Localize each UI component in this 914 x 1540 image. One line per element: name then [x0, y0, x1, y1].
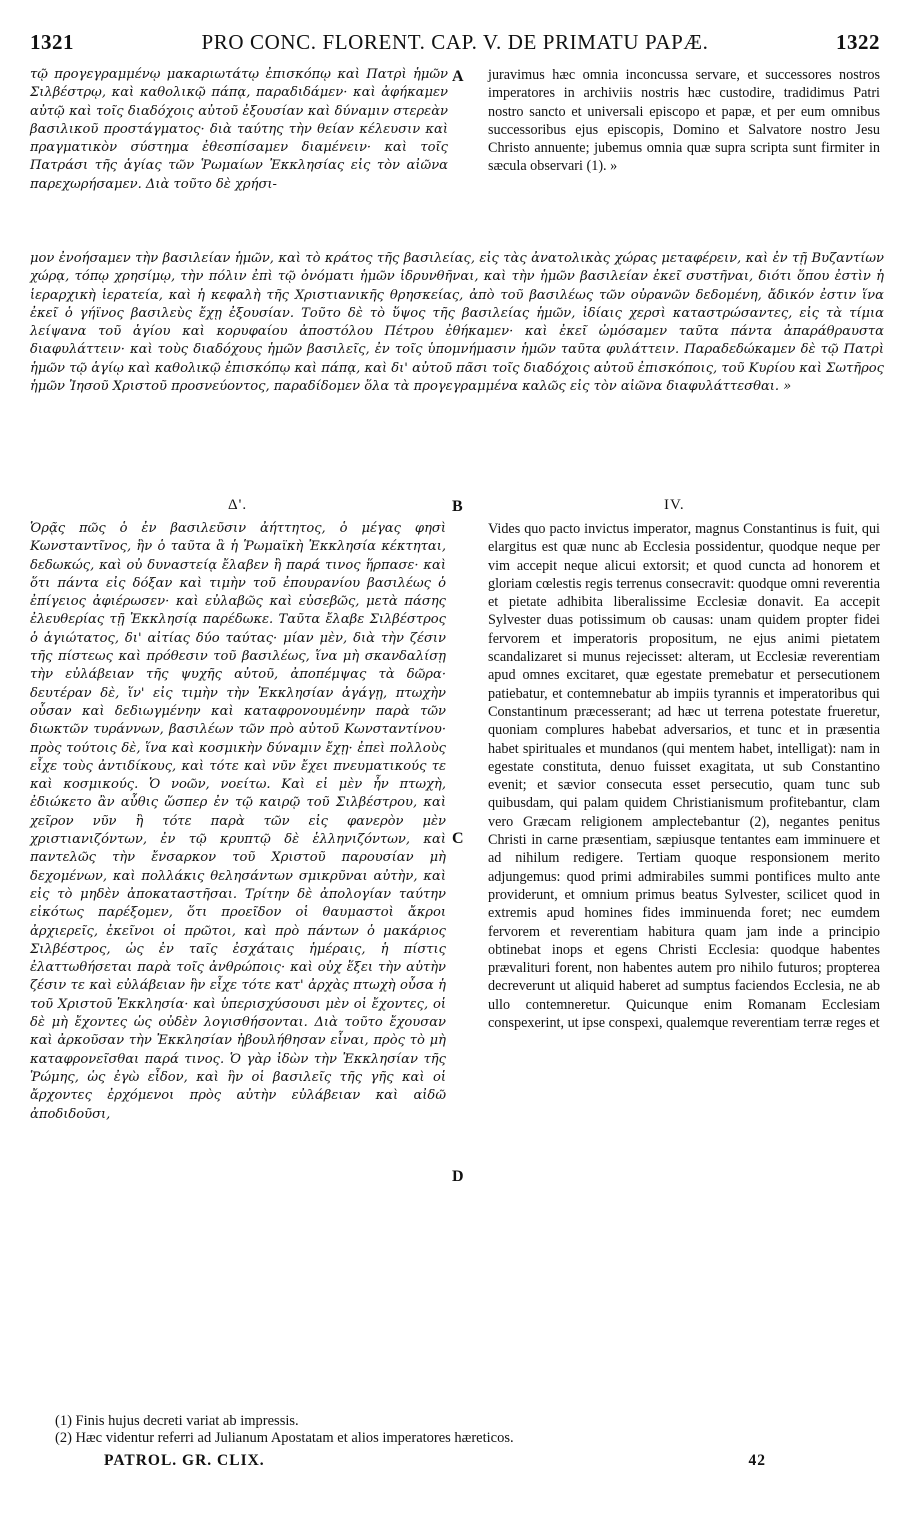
- greek-paragraph: Ὁρᾷς πῶς ὁ ἐν βασιλεῦσιν ἀήττητος, ὁ μέγας φησὶ Κωνσταντῖνος, ἣν ὁ ταῦτα ἃ ἡ Ῥωμαϊκὴ Ἐκκλησία κέκτηται, δεδωκώς, καὶ οὐ δυναστείᾳ ἔλαβεν ἢ παρά τινος ἥρπασε· καὶ ὅτι πάντα εἰς δόξαν καὶ τιμὴν τοῦ ἐπουρανίου βασιλέως ὁ ἐπίγειος ἀφιέρωσεν· καὶ εὐλαβῶς καὶ εὐσεβῶς, μετὰ πάσης ἐλευθερίας τῇ Ἐκκλησίᾳ παρέδωκε. Ταῦτα ἔλαβε Σιλβέστρος ὁ ἁγιώτατος, δι' αἰτίας δύο ταύτας· μίαν μὲν, διὰ τὴν ζέσιν τῆς πίστεως καὶ πρόθεσιν τοῦ βασιλέως, ἵνα μὴ σκανδαλίσῃ τὴν εὐλάβειαν τῆς ψυχῆς αὐτοῦ, ἀποπέμψας τὰ δῶρα· δευτέραν δὲ, ἵν' εἰς τιμὴν τὴν Ἐκκλησίαν ἀγάγῃ, πτωχὴν οὖσαν καὶ δεδιωγμένην καὶ καταφρονουμένην παρὰ τῶν διωκτῶν τυράννων, βασιλέων τῶν πρὸ αὐτοῦ Κωνσταντίνου· πρὸς τούτοις δὲ, ἵνα καὶ κοσμικὴν δύναμιν ἔχῃ· ἐπεὶ πολλοὺς εἶχε τοὺς ἀντιδίκους, καὶ τότε καὶ νῦν ἔχει πνευματικούς τε καὶ κοσμικούς. Ὁ νοῶν, νοείτω. Καὶ εἰ μὲν ἦν πτωχὴ, ἐδιώκετο ἂν αὖθις ὥσπερ ἐν τῷ καιρῷ τοῦ Σιλβέστρου, καὶ χεῖρον νῦν ἢ τότε παρὰ τῶν εἰς φανερὸν μὲν χριστιανιζόντων, ἐν τῷ κρυπτῷ δὲ ἑλληνιζόντων, καὶ παντελῶς τὴν ἔνσαρκον τοῦ Χριστοῦ παρουσίαν μὴ δεχομένων, καὶ πολλάκις θελησάντων σμικρῦναι αὐτὴν, καὶ εἰς τὸ μηδὲν ἀποκαταστῆσαι. Τρίτην δὲ ἀπολογίαν ταύτην εἰκότως παρέξομεν, ὅτι προεῖδον οἱ θαυμαστοὶ ἄκροι ἀρχιερεῖς, ἐκεῖνοι οἱ πρῶτοι, καὶ πρὸ πάντων ὁ μακάριος Σιλβέστρος, ὡς ἐν ταῖς ἐσχάταις ἡμέραις, ἡ πίστις ἐλαττωθήσεται παρὰ τοῖς ἀνθρώποις· καὶ οὐχ ἕξει τὴν αὐτὴν ζέσιν τε καὶ εὐλάβειαν ἣν εἶχε τότε κατ' ἀρχὰς πτωχὴ οὖσα ἡ τοῦ Χριστοῦ Ἐκκλησία· καὶ ὑπερισχύσουσι μὲν οἱ ἔχοντες, οἱ δὲ μὴ ἔχοντες ὡς οὐδὲν λογισθήσονται. Διὰ τοῦτο ἔχουσαν καὶ ἀρκοῦσαν τὴν Ἐκκλησίαν ἠβουλήθησαν εἶναι, πρὸς τὸ μὴ καταφρονεῖσθαι παρά τινος. Ὁ γὰρ ἰδὼν τὴν Ἐκκλησίαν τῆς Ῥώμης, ὡς ἐγὼ εἶδον, καὶ ἣν οἱ βασιλεῖς τῆς γῆς καὶ οἱ ἄρχοντες ἐρχόμενοι πρὸς αὐτὴν εὐλάβειαν καὶ αἰδῶ ἀποδιδοῦσι,: [30, 521, 446, 1122]
- margin-marker-a: A: [452, 68, 464, 85]
- page-number-right: 1322: [836, 30, 880, 54]
- latin-paragraph: juravimus hæc omnia inconcussa servare, et successores nostros imperatores in archiviis nostris hæc custodire, tradidimus Patri nostro sancto et universali episcopo et papæ, et per eum omnibus successoribus ejus episcopis, Domino et Salvatore nostro Jesu Christo annuente; jubemus omnia quæ supra scripta sunt firmiter in sæcula observari (1). »: [488, 67, 880, 175]
- latin-paragraph: Vides quo pacto invictus imperator, magnus Constantinus is fuit, qui elargitus est quæ nunc ab Ecclesia possidentur, quodque neque per vim accepit neque alicui extorsit; et quod cuncta ad honorem et gloriam cœlestis regis terrenus consecravit: quodque omni reverentia et pietate adhibita liberalissime Ecclesiæ donavit. Ea accepit Sylvester duas potissimum ob causas: unam quidem propter fidei fervorem et imperatoris propositum, ne ejus animi pietatem scandalizaret si munus rejecisset: alteram, ut Ecclesiæ reverentiam apud omnes excitaret, quæ egestate premebatur et persecutionem patiebatur, et contemnebatur ab impiis tyrannis et imperatoribus qui Constantinum præcesserant; ad hæc ut terrena potestate frueretur, quoniam complures habebat adversarios, et tunc et in præsentia habet spirituales et mundanos (qui mentem habet, intelligat): nam in egestate constituta, denuo fuisset exagitata, ut sub Constantino evenit; et sævior consecuta esset persecutio, quam tunc sub quibusdam, qui palam quidem Christianismum profitebantur, clam vero Græcam religionem amplectebantur (2), negantes penitus Christi in carne præsentiam, sæpiusque tentantes eam imminuere et ad nihilum redigere. Tertiam quoque responsionem merito adjungemus: quod primi admirabiles summi pontifices multo ante providerunt, et omnium primus beatus Sylvester, scilicet quod in extremis apud homines fides imminuenda foret; nec eumdem fervorem et reverentiam habitura quam jam inde a principio obtinebat inops et egens Christi Ecclesia: quodque habentes prævalituri forent, non habentes autem pro nihilo futuros; propterea decreverunt ut aliquid haberet ad sumptus faciendos Ecclesia, ne ab ullo contemneretur. Quicunque enim Romanam Ecclesiam conspexerint, ut ipse conspexi, qualemque reverentiam terræ reges et: [488, 521, 880, 1032]
- footnotes: [55, 1413, 875, 1447]
- margin-marker-b: B: [452, 498, 463, 515]
- greek-column-top: [30, 66, 448, 194]
- latin-column-top: [488, 66, 880, 176]
- margin-marker-c: C: [452, 830, 464, 847]
- running-header: [30, 30, 880, 55]
- gathering-number: 42: [748, 1452, 766, 1469]
- section-number-greek: Δ'.: [228, 497, 248, 513]
- section-number-latin: IV.: [664, 497, 685, 513]
- latin-column-section: [488, 520, 880, 1032]
- greek-full-width-block: [30, 250, 884, 396]
- greek-column-section: [30, 520, 446, 1124]
- greek-paragraph: τῷ προγεγραμμένῳ μακαριωτάτῳ ἐπισκόπῳ καὶ Πατρὶ ἡμῶν Σιλβέστρῳ, καὶ καθολικῷ πάπᾳ, παραδιδάμεν· καὶ ἀφήκαμεν αὐτῷ καὶ τοῖς διαδόχοις αὐτοῦ ἐξουσίαν καὶ δύναμιν στερεὰν βασιλικοῦ προστάγματος· διὰ ταύτης τὴν θείαν κέλευσιν καὶ πραγματικὸν σύστημα ἐθεσπίσαμεν διαμένειν· καὶ τοῖς Πατράσι τῆς ἁγίας τῶν Ῥωμαίων Ἐκκλησίας εἰς τὸν αἰῶνα παρεχωρήσαμεν. Διὰ τοῦτο δὲ χρήσι-: [30, 67, 448, 192]
- greek-paragraph: μον ἐνοήσαμεν τὴν βασιλείαν ἡμῶν, καὶ τὸ κράτος τῆς βασιλείας, εἰς τὰς ἀνατολικὰς χώρας μεταφέρειν, καὶ ἐν τῇ Βυζαντίων χώρᾳ, τόπῳ χρησίμῳ, τὴν πόλιν ἐπὶ τῷ ὀνόματι ἡμῶν ἱδρυνθῆναι, καὶ τὴν ἡμῶν βασιλείαν ἐκεῖ συστῆναι, διότι ὅπου ἐστὶν ἡ ἱεραρχικὴ ἱερατεία, καὶ ἡ κεφαλὴ τῆς Χριστιανικῆς θρησκείας, ἀπὸ τοῦ βασιλέως τῶν οὐρανῶν δεδομένη, ἄδικόν ἐστιν ἵνα ἐκεῖ ὁ γήϊνος βασιλεὺς ἔχῃ ἐξουσίαν. Τοῦτο δὲ τὸ ὕψος τῆς βασιλείας ἡμῶν, ἰδίαις χερσὶ καταστρώσαντες, εἰς τὰ τίμια λείψανα τοῦ ἁγίου καὶ κορυφαίου ἀποστόλου Πέτρου ἐθήκαμεν· καὶ ἐκεῖ ὠμόσαμεν ταῦτα πάντα ἀπαράθραυστα διαφυλάττειν· καὶ τοὺς διαδόχους ἡμῶν βασιλεῖς, ἐν τοῖς ὑπομνήμασιν ἡμῶν ταῦτα φυλάττειν. Παραδεδώκαμεν δὲ τῷ Πατρὶ ἡμῶν τῷ ἁγίῳ καὶ καθολικῷ ἐπισκόπῳ καὶ πάπᾳ, καὶ δι' αὐτοῦ πᾶσι τοῖς διαδόχοις αὐτοῦ ἐπισκόποις, τοῦ Κυρίου καὶ Σωτῆρος ἡμῶν Ἰησοῦ Χριστοῦ προσνεύοντος, παραδίδομεν ὅλα τὰ προγεγραμμένα καλῶς εἰς τὸν αἰῶνα διαφυλάττεσθαι. »: [30, 251, 884, 395]
- page-footer: [104, 1452, 766, 1470]
- running-title: PRO CONC. FLORENT. CAP. V. DE PRIMATU PAPÆ.: [201, 30, 709, 54]
- signature-mark: PATROL. GR. CLIX.: [104, 1452, 265, 1469]
- footnote: (2) Hæc videntur referri ad Julianum Apostatam et alios imperatores hæreticos.: [55, 1430, 514, 1446]
- margin-marker-d: D: [452, 1168, 464, 1185]
- page-number-left: 1321: [30, 30, 74, 54]
- footnote: (1) Finis hujus decreti variat ab impressis.: [55, 1413, 299, 1429]
